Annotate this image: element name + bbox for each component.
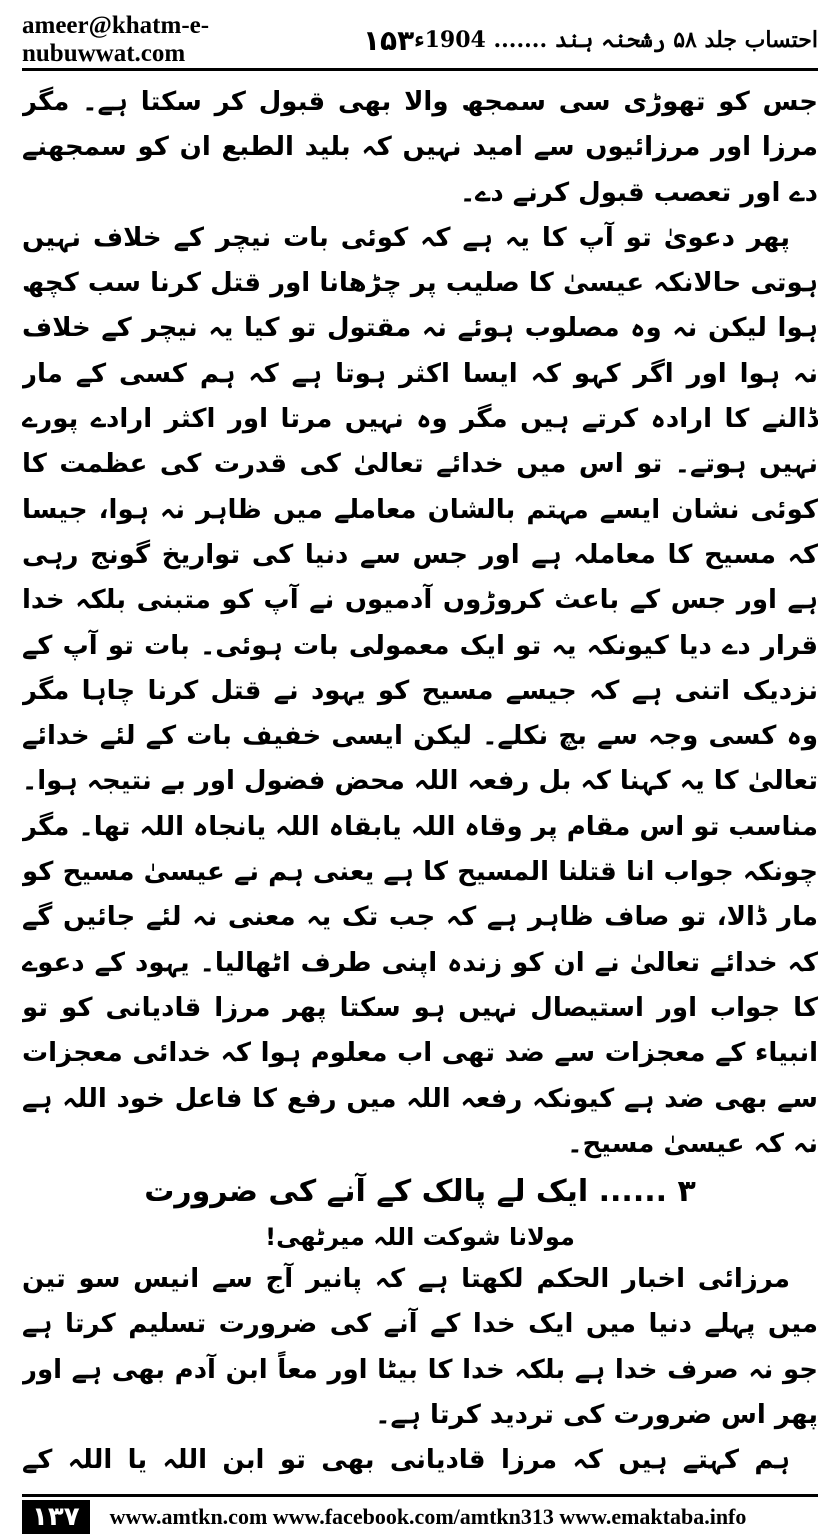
section-paragraph-2: ہم کہتے ہیں کہ مرزا قادیانی بھی تو ابن اللہ یا اللہ کے xyxy=(22,1445,790,1476)
header-title: احتساب جلد ۵۸ رشحنہ ہند ....... 1904ء xyxy=(414,27,818,53)
header-left xyxy=(22,12,414,68)
page-header xyxy=(22,12,818,67)
section-paragraph-1: مرزائی اخبار الحکم لکھتا ہے کہ پانیر آج سے انیس سو تین میں پہلے دنیا میں ایک خدا کے آنے کی ضرورت تسلیم کرتا ہے جو نہ صرف خدا ہے بلکہ خدا کا بیٹا اور معاً ابن آدم بھی ہے اور پھر اس ضرورت کی تردید کرتا ہے۔ xyxy=(22,1264,818,1431)
header-email[interactable]: ameer@khatm-e-nubuwwat.com xyxy=(22,12,210,67)
header-page-number: ۱۵۳ xyxy=(362,23,415,57)
footer-divider xyxy=(22,1494,818,1497)
section-heading: ۳ ...... ایک لے پالک کے آنے کی ضرورت xyxy=(144,1174,696,1210)
page-footer xyxy=(22,1500,818,1534)
body-paragraph-1: جس کو تھوڑی سی سمجھ والا بھی قبول کر سکتا ہے۔ مگر مرزا اور مرزائیوں سے امید نہیں کہ بلید الطبع ان کو سمجھنے دے اور تعصب قبول کرنے دے۔ xyxy=(22,87,818,208)
footer-page-number: ۱۳۷ xyxy=(22,1500,90,1534)
header-divider xyxy=(22,68,818,71)
section-author: مولانا شوکت اللہ میرٹھی! xyxy=(265,1223,575,1252)
footer-urls[interactable]: www.amtkn.com www.facebook.com/amtkn313 www.emaktaba.info xyxy=(109,1504,747,1529)
page-body xyxy=(22,80,818,1488)
body-paragraph-2: پھر دعویٰ تو آپ کا یہ ہے کہ کوئی بات نیچر کے خلاف نہیں ہوتی حالانکہ عیسیٰ کا صلیب پر چڑھانا اور قتل کرنا سب کچھ ہوا لیکن نہ وہ مصلوب ہوئے نہ مقتول تو کیا یہ نیچر کے خلاف نہ ہوا اور اگر کہو کہ ایسا اکثر ہوتا ہے کہ ہم کسی کے مار ڈالنے کا ارادہ کرتے ہیں مگر وہ نہیں مرتا اور اکثر ارادے پورے نہیں ہوتے۔ تو اس میں خدائے تعالیٰ کی قدرت کی عظمت کا کوئی نشان ایسے مہتم بالشان معاملے میں ظاہر نہ ہوا، جیسا کہ مسیح کا معاملہ ہے اور جس سے دنیا کی تواریخ گونج رہی ہے اور جس کے باعث کروڑوں آدمیوں نے آپ کو متبنی بلکہ خدا قرار دے دیا کیونکہ یہ تو ایک معمولی بات ہوئی۔ بات تو آپ کے نزدیک اتنی ہے کہ جیسے مسیح کو یہود نے قتل کرنا چاہا مگر وہ کسی وجہ سے بچ نکلے۔ لیکن ایسی خفیف بات کے لئے خدائے تعالیٰ کا یہ کہنا کہ بل رفعہ اللہ محض فضول اور بے نتیجہ ہوا۔ مناسب تو اس مقام پر وقاہ اللہ یابقاہ اللہ یانجاہ اللہ تھا۔ مگر چونکہ جواب انا قتلنا المسیح کا ہے یعنی ہم نے عیسیٰ مسیح کو مار ڈالا، تو صاف ظاہر ہے کہ جب تک یہ معنی نہ لئے جائیں گے کہ خدائے تعالیٰ نے ان کو زندہ اپنی طرف اٹھالیا۔ یہود کے دعوے کا جواب اور استیصال نہیں ہو سکتا پھر مرزا قادیانی کو تو انبیاء کے معجزات سے ضد تھی اب معلوم ہوا کہ خدائی معجزات سے بھی ضد ہے کیونکہ رفعہ اللہ میں رفع کا فاعل خود اللہ ہے نہ کہ عیسیٰ مسیح۔ xyxy=(22,222,818,1159)
